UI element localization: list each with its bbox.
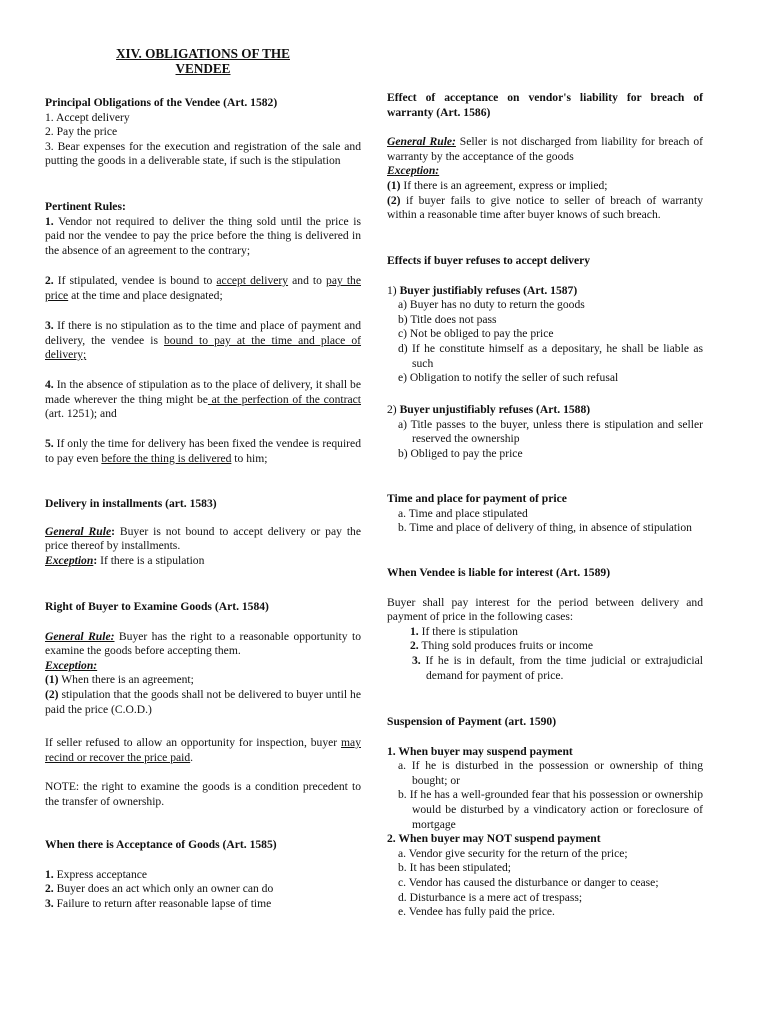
rule-text: In the absence of stipulation as to the place of delivery, it shall be made wherever the thing might be	[45, 378, 361, 406]
refused-paragraph	[45, 736, 361, 765]
interest-section	[387, 566, 703, 683]
rule-text: If stipulated, vendee is bound to	[53, 274, 217, 287]
section-heading: Delivery in installments (art. 1583)	[45, 497, 217, 510]
subsection-title: Buyer justifiably refuses (Art. 1587)	[396, 283, 578, 297]
list-item: 1. Accept delivery	[45, 110, 130, 124]
general-rule-label: General Rule:	[45, 629, 115, 643]
list-item	[387, 625, 703, 640]
section-heading: Principal Obligations of the Vendee (Art. 1582)	[45, 96, 278, 109]
subsection-number: 1)	[387, 283, 397, 297]
list-item: a) Title passes to the buyer, unless there is stipulation and seller reserved the ownership	[398, 417, 703, 446]
list-item: b) Title does not pass	[398, 312, 497, 326]
list-item: a) Buyer has no duty to return the goods	[398, 298, 585, 312]
exception-item	[387, 179, 703, 194]
general-rule-text: Seller is not discharged from liability for breach of warranty by the acceptance of the goods	[387, 135, 703, 163]
paragraph-text: If seller refused to allow an opportunity for inspection, buyer	[45, 736, 342, 749]
item-number: 1.	[45, 867, 54, 881]
rule-number: 2.	[45, 274, 54, 287]
item-number: (1)	[387, 178, 401, 192]
section-heading: Suspension of Payment (art. 1590)	[387, 715, 557, 728]
list-item	[387, 654, 703, 683]
label-colon: :	[93, 553, 98, 567]
subsection-heading	[387, 403, 703, 418]
rule-underlined-text: pay the price	[45, 274, 361, 302]
list-item: a. Time and place stipulated	[398, 506, 528, 520]
subsection-number: 2)	[387, 403, 397, 416]
label-colon: :	[111, 524, 115, 538]
rule-underlined-text: accept delivery	[216, 274, 289, 287]
general-rule	[45, 525, 361, 554]
subsection-heading: 1. When buyer may suspend payment	[387, 744, 573, 758]
pertinent-rules-section	[45, 200, 361, 258]
item-number: (2)	[45, 687, 59, 701]
general-rule-label: General Rule	[45, 524, 112, 538]
exception-label: Exception:	[387, 164, 440, 178]
general-rule	[45, 630, 361, 659]
item-text: If there is an agreement, express or implied;	[400, 178, 608, 192]
list-item: c. Vendor has caused the disturbance or danger to cease;	[398, 875, 659, 889]
rule-4	[45, 378, 361, 422]
rule-text: Vendor not required to deliver the thing sold until the price is paid nor the vendee to pay the price before the thing is delivered in the absence of an agreement to the contrary;	[45, 214, 361, 257]
item-text: Thing sold produces fruits or income	[418, 639, 594, 653]
installments-section	[45, 497, 361, 568]
general-rule-text: Buyer has the right to a reasonable opportunity to examine the goods before accepting them.	[45, 629, 361, 658]
effect-acceptance-section	[387, 91, 703, 223]
item-number: 2.	[410, 639, 419, 653]
paragraph-underlined-text: may recind or recover the price paid	[45, 736, 361, 764]
list-item: e. Vendee has fully paid the price.	[398, 905, 555, 919]
rule-1	[45, 215, 361, 259]
paragraph-text: .	[190, 750, 194, 764]
rule-number: 5.	[45, 437, 54, 450]
exception-item	[387, 194, 703, 223]
rule-number: 4.	[45, 378, 54, 391]
section-heading: Time and place for payment of price	[387, 492, 567, 505]
item-number: 3.	[45, 896, 54, 910]
rule-underlined-text: at the perfection of the contract	[207, 392, 361, 406]
list-item: a. If he is disturbed in the possession or ownership of thing bought; or	[398, 759, 703, 787]
note-paragraph: NOTE: the right to examine the goods is a condition precedent to the transfer of ownership.	[45, 780, 361, 808]
principal-obligations-section	[45, 96, 361, 169]
rule-underlined-text: before the thing is delivered	[101, 451, 232, 465]
item-text: Buyer does an act which only an owner can do	[53, 882, 274, 896]
paragraph-text: Buyer shall pay interest for the period between delivery and payment of price in the following cases:	[387, 595, 703, 624]
rule-text: If there is no stipulation as to the time and place of payment and delivery, the vendee is	[45, 319, 361, 347]
list-item: a. Vendor give security for the return of the price;	[398, 846, 628, 860]
list-item	[45, 897, 361, 912]
list-item: e) Obligation to notify the seller of such refusal	[398, 371, 619, 385]
refuse-delivery-section	[387, 254, 703, 386]
list-item: c) Not be obliged to pay the price	[398, 327, 554, 341]
section-heading: Right of Buyer to Examine Goods (Art. 1584)	[45, 600, 269, 613]
section-heading: Pertinent Rules:	[45, 200, 126, 213]
exception-label: Exception	[45, 553, 94, 567]
exception-item	[45, 673, 361, 688]
title-line-2: VENDEE	[175, 61, 231, 77]
rule-text: and to	[288, 274, 327, 287]
page-title	[45, 46, 361, 76]
time-place-payment-section	[387, 492, 703, 536]
rule-number: 3.	[45, 319, 54, 332]
subsection-heading: 2. When buyer may NOT suspend payment	[387, 832, 601, 846]
item-number: 2.	[45, 882, 54, 896]
exception-text: If there is a stipulation	[97, 553, 205, 567]
exception-label: Exception:	[45, 658, 98, 672]
rule-text: (art. 1251); and	[45, 407, 117, 421]
rule-2	[45, 274, 361, 303]
item-text: stipulation that the goods shall not be delivered to buyer until he paid the price (C.O.D.)	[45, 687, 361, 716]
list-item: b) Obliged to pay the price	[398, 446, 523, 460]
item-number: (2)	[387, 193, 401, 207]
examine-goods-section	[45, 600, 361, 717]
item-text: if buyer fails to give notice to seller of breach of warranty within a reasonable time after buyer knows of such breach.	[387, 193, 703, 222]
section-heading: Effect of acceptance on vendor's liability for breach of warranty (Art. 1586)	[387, 91, 703, 119]
rule-3	[45, 319, 361, 363]
list-item: d. Disturbance is a mere act of trespass;	[398, 890, 583, 904]
acceptance-section	[45, 838, 361, 911]
list-item: 2. Pay the price	[45, 125, 118, 139]
subsection-title: Buyer unjustifiably refuses (Art. 1588)	[396, 403, 591, 416]
exception	[45, 554, 361, 569]
rule-underlined-text: bound to pay at the time and place of delivery;	[45, 333, 362, 362]
item-text: When there is an agreement;	[58, 673, 194, 687]
rule-text: If only the time for delivery has been fixed the vendee is required to pay even	[45, 437, 361, 465]
item-number: 1.	[410, 624, 419, 638]
list-item	[45, 868, 361, 883]
rule-number: 1.	[45, 214, 54, 228]
general-rule-label: General Rule:	[387, 135, 456, 149]
exception-item	[45, 688, 361, 717]
item-number: (1)	[45, 673, 59, 687]
suspension-section	[387, 715, 703, 920]
general-rule	[387, 135, 703, 164]
item-number: 3.	[412, 653, 421, 667]
list-item: b. Time and place of delivery of thing, in absence of stipulation	[398, 521, 692, 535]
section-heading: Effects if buyer refuses to accept delivery	[387, 254, 591, 267]
item-text: Express acceptance	[53, 867, 148, 881]
rule-5	[45, 437, 361, 466]
subsection-heading	[387, 284, 703, 299]
list-item	[387, 639, 703, 654]
list-item	[45, 882, 361, 897]
rule-text: to him;	[231, 451, 268, 465]
general-rule-text: Buyer is not bound to accept delivery or pay the price thereof by installments.	[45, 524, 361, 553]
list-item: b. If he has a well-grounded fear that his possession or ownership would be disturbed by a vindicatory action or foreclosure of mortgage	[398, 788, 703, 831]
rule-text: at the time and place designated;	[68, 288, 223, 302]
list-item: d) If he constitute himself as a depositary, he shall be liable as such	[398, 341, 703, 370]
item-text: If he is in default, from the time judicial or extrajudicial demand for payment of price.	[420, 653, 703, 682]
section-heading: When Vendee is liable for interest (Art. 1589)	[387, 566, 611, 579]
item-text: If there is stipulation	[418, 624, 518, 638]
title-line-1: XIV. OBLIGATIONS OF THE	[116, 46, 290, 61]
section-heading: When there is Acceptance of Goods (Art. 1585)	[45, 838, 277, 851]
item-text: Failure to return after reasonable lapse of time	[53, 896, 272, 910]
list-item: 3. Bear expenses for the execution and registration of the sale and putting the goods in a deliverable state, if such is the stipulation	[45, 139, 361, 168]
list-item: b. It has been stipulated;	[398, 861, 512, 875]
unjustifiable-refusal-section	[387, 403, 703, 461]
